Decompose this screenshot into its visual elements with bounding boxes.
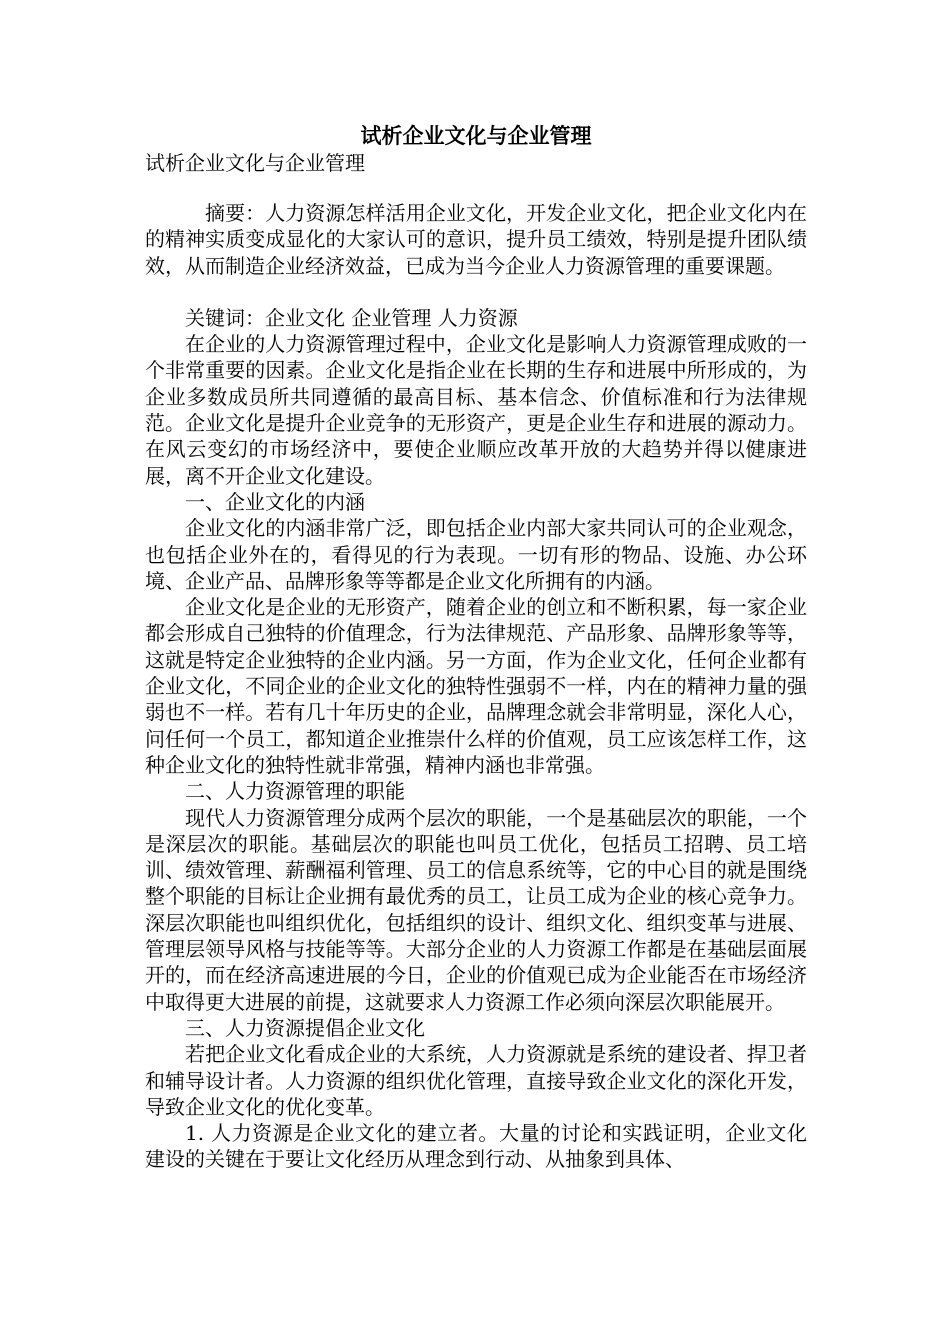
section-heading-3: 三、人力资源提倡企业文化 [185, 1015, 425, 1040]
section2-paragraph-1: 现代人力资源管理分成两个层次的职能，一个是基础层次的职能，一个是深层次的职能。基础层次的职能也叫员工优化，包括员工招聘、员工培训、绩效管理、薪酬福利管理、员工的信息系统等，它的中心目的就是围绕整个职能的目标让企业拥有最优秀的员工，让员工成为企业的核心竞争力。深层次职能也叫组织优化，包括组织的设计、组织文化、组织变革与进展、管理层领导风格与技能等等。大部分企业的人力资源工作都是在基础层面展开的，而在经济高速进展的今日，企业的价值观已成为企业能否在市场经济中取得更大进展的前提，这就要求人力资源工作必须向深层次职能展开。 [145, 805, 807, 1014]
document-title: 试析企业文化与企业管理 [360, 123, 592, 148]
section3-paragraph-2: 1. 人力资源是企业文化的建立者。大量的讨论和实践证明，企业文化建设的关键在于要让文化经历从理念到行动、从抽象到具体、 [145, 1121, 807, 1172]
section1-paragraph-1: 企业文化的内涵非常广泛，即包括企业内部大家共同认可的企业观念，也包括企业外在的，看得见的行为表现。一切有形的物品、设施、办公环境、企业产品、品牌形象等等都是企业文化所拥有的内涵。 [145, 516, 807, 593]
intro-paragraph: 在企业的人力资源管理过程中，企业文化是影响人力资源管理成败的一个非常重要的因素。企业文化是指企业在长期的生存和进展中所形成的，为企业多数成员所共同遵循的最高目标、基本信念、价值标准和行为法律规范。企业文化是提升企业竞争的无形资产，更是企业生存和进展的源动力。在风云变幻的市场经济中，要使企业顺应改革开放的大趋势并得以健康进展，离不开企业文化建设。 [145, 332, 807, 488]
section3-paragraph-1: 若把企业文化看成企业的大系统，人力资源就是系统的建设者、捍卫者和辅导设计者。人力资源的组织优化管理，直接导致企业文化的深化开发，导致企业文化的优化变革。 [145, 1042, 807, 1119]
section-heading-1: 一、企业文化的内涵 [185, 489, 365, 514]
abstract-paragraph: 摘要：人力资源怎样活用企业文化，开发企业文化，把企业文化内在的精神实质变成显化的大家认可的意识，提升员工绩效，特别是提升团队绩效，从而制造企业经济效益，已成为当今企业人力资源管理的重要课题。 [145, 201, 807, 278]
document-subtitle: 试析企业文化与企业管理 [145, 151, 365, 175]
keywords-line: 关键词：企业文化 企业管理 人力资源 [185, 305, 518, 330]
document-page [145, 122, 807, 1173]
section1-paragraph-2: 企业文化是企业的无形资产，随着企业的创立和不断积累，每一家企业都会形成自己独特的价值理念，行为法律规范、产品形象、品牌形象等等，这就是特定企业独特的企业内涵。另一方面，作为企业文化，任何企业都有企业文化，不同企业的企业文化的独特性强弱不一样，内在的精神力量的强弱也不一样。若有几十年历史的企业，品牌理念就会非常明显，深化人心，问任何一个员工，都知道企业推崇什么样的价值观，员工应该怎样工作，这种企业文化的独特性就非常强，精神内涵也非常强。 [145, 595, 807, 777]
section-heading-2: 二、人力资源管理的职能 [185, 779, 405, 804]
